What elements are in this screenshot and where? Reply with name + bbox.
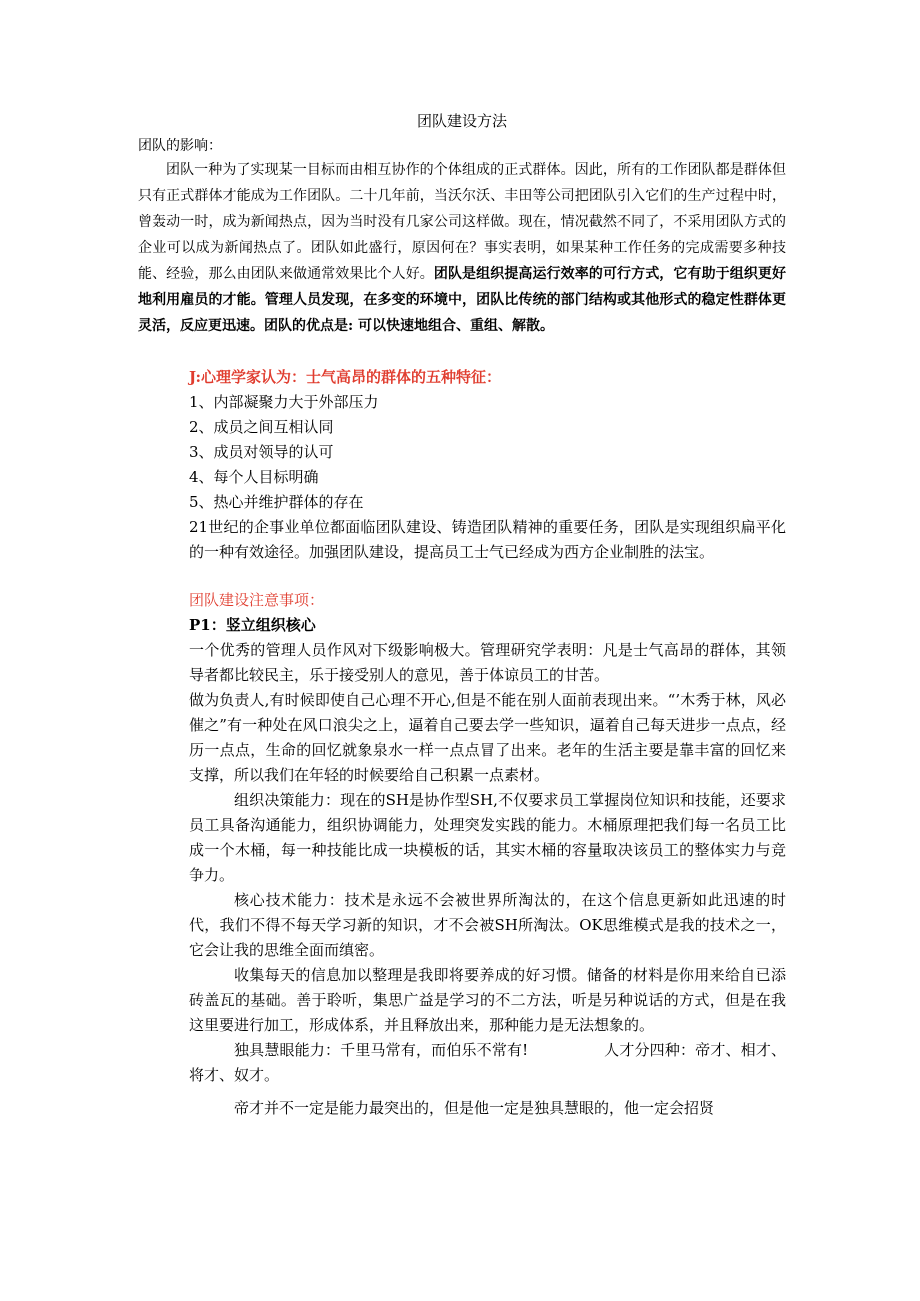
morale-list-item: 5、热心并维护群体的存在 bbox=[189, 493, 364, 511]
notes-paragraph-1: 一个优秀的管理人员作风对下级影响极大。管理研究学表明：凡是士气高昂的群体，其领导者都比较民主，乐于接受别人的意见，善于体谅员工的甘苦。 bbox=[189, 641, 786, 684]
notes-section-title: 团队建设注意事项： bbox=[189, 591, 325, 609]
morale-list-item: 2、成员之间互相认同 bbox=[189, 418, 334, 436]
notes-paragraph-6: 独具慧眼能力：千里马常有，而伯乐不常有! 人才分四种：帝才、相才、将才、奴才。 bbox=[189, 1041, 786, 1084]
intro-text-bold: 团队是组织提高运行效率的可行方式，它有助于组织更好地利用雇员的才能。管理人员发现，在多变的环境中，团队比传统的部门结构或其他形式的稳定性群体更灵活，反应更迅速。团队的优点是: 可以快速地组合、重组、解散。 bbox=[138, 266, 787, 334]
document-title: 团队建设方法 bbox=[416, 112, 507, 130]
intro-paragraph bbox=[138, 157, 786, 339]
document-page bbox=[138, 110, 786, 1121]
morale-closing-paragraph: 21世纪的企事业单位都面临团队建设、铸造团队精神的重要任务，团队是实现组织扁平化的一种有效途径。加强团队建设，提高员工士气已经成为西方企业制胜的法宝。 bbox=[189, 518, 786, 561]
notes-paragraph-7: 帝才并不一定是能力最突出的，但是他一定是独具慧眼的，他一定会招贤 bbox=[234, 1099, 715, 1117]
morale-list-item: 4、每个人目标明确 bbox=[189, 468, 319, 486]
notes-paragraph-5: 收集每天的信息加以整理是我即将要养成的好习惯。储备的材料是你用来给自已添砖盖瓦的基础。善于聆听，集思广益是学习的不二方法，听是另种说话的方式，但是在我这里要进行加工，形成体系，并且释放出来，那种能力是无法想象的。 bbox=[189, 966, 786, 1034]
notes-paragraph-2: 做为负责人,有时候即使自己心理不开心,但是不能在别人面前表现出来。“’木秀于林，风必催之”有一种处在风口浪尖之上，逼着自己要去学一些知识，逼着自己每天进步一点点，经历一点点，生命的回忆就象泉水一样一点点冒了出来。老年的生活主要是靠丰富的回忆来支撑，所以我们在年轻的时候要给自己积累一点素材。 bbox=[189, 691, 786, 784]
notes-paragraph-4: 核心技术能力：技术是永远不会被世界所淘汰的，在这个信息更新如此迅速的时代，我们不得不每天学习新的知识，才不会被SH所淘汰。OK思维模式是我的技术之一，它会让我的思维全面而缜密。 bbox=[189, 891, 786, 959]
intro-text-normal: 团队一种为了实现某一目标而由相互协作的个体组成的正式群体。因此，所有的工作团队都是群体但只有正式群体才能成为工作团队。二十几年前，当沃尔沃、丰田等公司把团队引入它们的生产过程中时，曾轰动一时，成为新闻热点，因为当时没有几家公司这样做。现在，情况截然不同了，不采用团队方式的企业可以成为新闻热点了。团队如此盛行，原因何在？事实表明，如果某种工作任务的完成需要多种技能、经验，那么由团队来做通常效果比个人好。 bbox=[138, 162, 786, 282]
morale-section bbox=[189, 365, 786, 1121]
morale-list-item: 1、内部凝聚力大于外部压力 bbox=[189, 393, 379, 411]
morale-list-item: 3、成员对领导的认可 bbox=[189, 443, 334, 461]
notes-subtitle: P1：竖立组织核心 bbox=[189, 616, 316, 634]
intro-label: 团队的影响： bbox=[138, 138, 222, 154]
notes-paragraph-3: 组织决策能力：现在的SH是协作型SH,不仅要求员工掌握岗位知识和技能，还要求员工具备沟通能力，组织协调能力，处理突发实践的能力。木桶原理把我们每一名员工比成一个木桶，每一种技能比成一块模板的话，其实木桶的容量取决该员工的整体实力与竞争力。 bbox=[189, 791, 786, 884]
morale-section-title: J:心理学家认为：士气高昂的群体的五种特征： bbox=[189, 368, 502, 386]
